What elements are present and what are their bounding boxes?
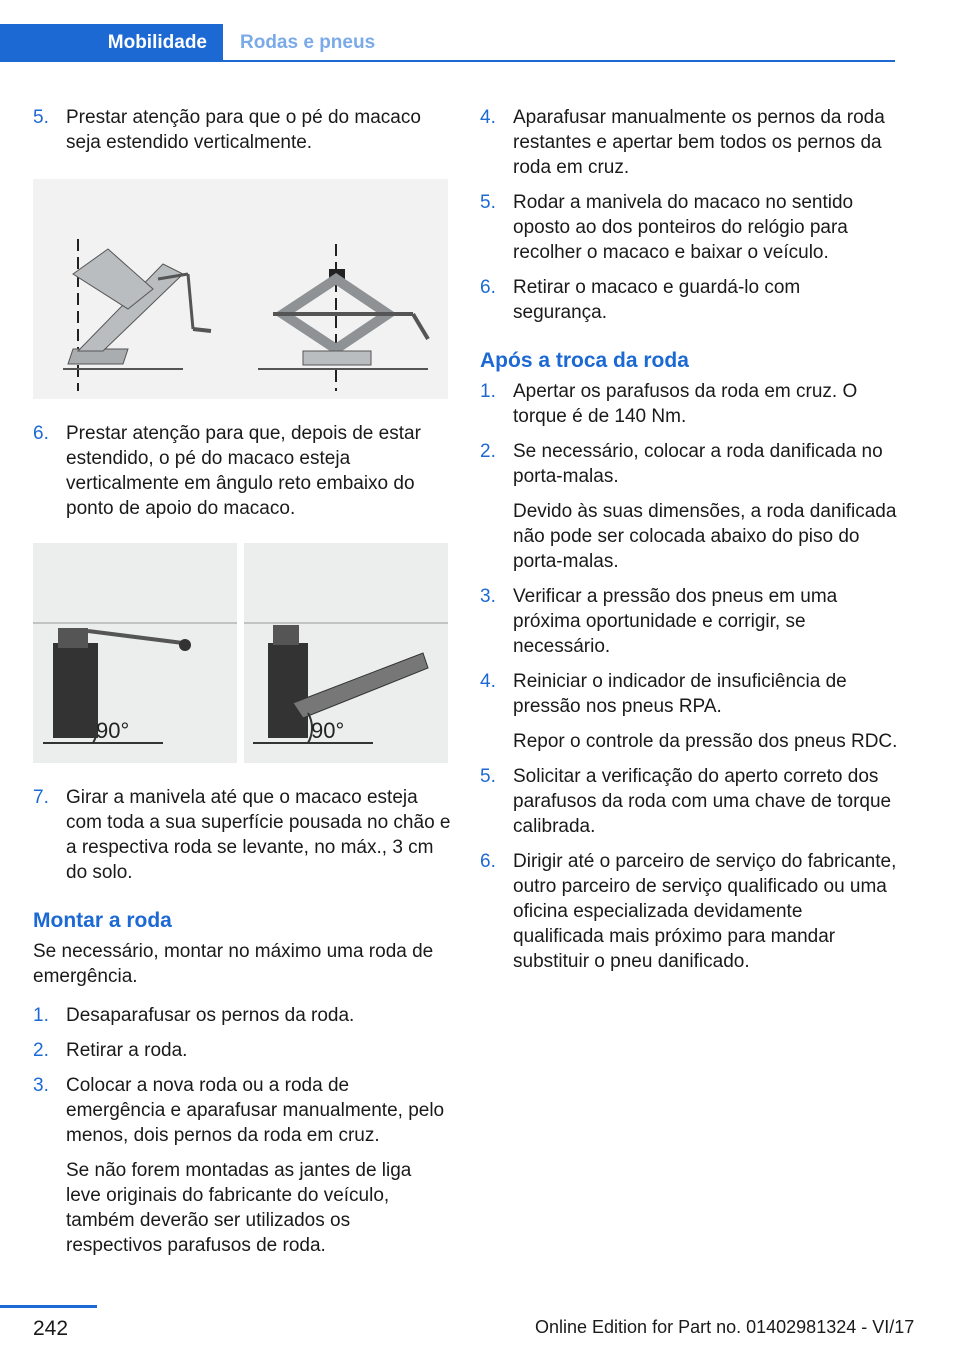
- list-item: 6. Dirigir até o parceiro de serviço do fabricante, outro parceiro de serviço qualificado ou uma oficina especializada devidamente qualificada mais próximo para mandar substituir o pneu danificado.: [480, 851, 897, 972]
- angle-label-right: 90°: [311, 718, 345, 743]
- list-item: 4. Aparafusar manualmente os pernos da roda restantes e apertar bem todos os pernos da roda em cruz.: [480, 107, 885, 178]
- tab-mobilidade[interactable]: Mobilidade: [0, 24, 223, 61]
- list-item: 1. Desaparafusar os pernos da roda.: [33, 1005, 355, 1026]
- tab-rodas-e-pneus[interactable]: Rodas e pneus: [240, 32, 376, 53]
- list-item: 2. Retirar a roda.: [33, 1040, 188, 1061]
- jack-vertical-illustration: [33, 179, 448, 399]
- list-item: 7. Girar a manivela até que o macaco esteja com toda a sua superfície pousada no chão e a respectiva roda se levante, no máx., 3 cm do solo.: [33, 787, 451, 883]
- list-item: 6. Retirar o macaco e guardá-lo com segurança.: [480, 277, 801, 323]
- angle-label-left: 90°: [96, 718, 130, 743]
- list-item: 5. Prestar atenção para que o pé do macaco seja estendido verticalmente.: [33, 107, 421, 153]
- header-divider: [0, 60, 895, 62]
- page-number: 242: [33, 1317, 69, 1340]
- left-column: [33, 105, 451, 1268]
- list-item: 3. Verificar a pressão dos pneus em uma próxima oportunidade e corrigir, se necessário.: [480, 586, 838, 657]
- section-heading-montar-a-roda: Montar a roda: [33, 909, 172, 932]
- note-paragraph: Repor o controle da pressão dos pneus RDC.: [513, 731, 898, 752]
- section-heading-apos-a-troca: Após a troca da roda: [480, 349, 689, 372]
- list-item: 5. Rodar a manivela do macaco no sentido oposto ao dos ponteiros do relógio para recolher o macaco e baixar o veículo.: [480, 192, 854, 263]
- list-item: 5. Solicitar a verificação do aperto correto dos parafusos da roda com uma chave de torque calibrada.: [480, 766, 892, 837]
- right-column: [480, 105, 898, 984]
- list-item: 2. Se necessário, colocar a roda danificada no porta-malas.: [480, 441, 883, 487]
- list-item: 3. Colocar a nova roda ou a roda de emergência e aparafusar manualmente, pelo menos, dois pernos da roda em cruz.: [33, 1075, 445, 1146]
- list-item: 1. Apertar os parafusos da roda em cruz. O torque é de 140 Nm.: [480, 381, 858, 427]
- list-item: 4. Reiniciar o indicador de insuficiência de pressão nos pneus RPA.: [480, 671, 847, 717]
- note-paragraph: Devido às suas dimensões, a roda danificada não pode ser colocada abaixo do piso do porta-malas.: [513, 501, 897, 572]
- page-header: [0, 0, 895, 63]
- edition-note: Online Edition for Part no. 01402981324 - VI/17: [535, 1317, 915, 1337]
- list-item: 6. Prestar atenção para que, depois de estar estendido, o pé do macaco esteja verticalmente em ângulo reto embaixo do ponto de apoio do macaco.: [33, 423, 421, 519]
- note-paragraph: Se não forem montadas as jantes de liga leve originais do fabricante do veículo, também deverão ser utilizados os respectivos parafusos de roda.: [66, 1160, 412, 1256]
- intro-paragraph: Se necessário, montar no máximo uma roda de emergência.: [33, 941, 434, 987]
- footer-divider: [0, 1305, 97, 1308]
- jack-right-angle-illustration: [33, 543, 448, 763]
